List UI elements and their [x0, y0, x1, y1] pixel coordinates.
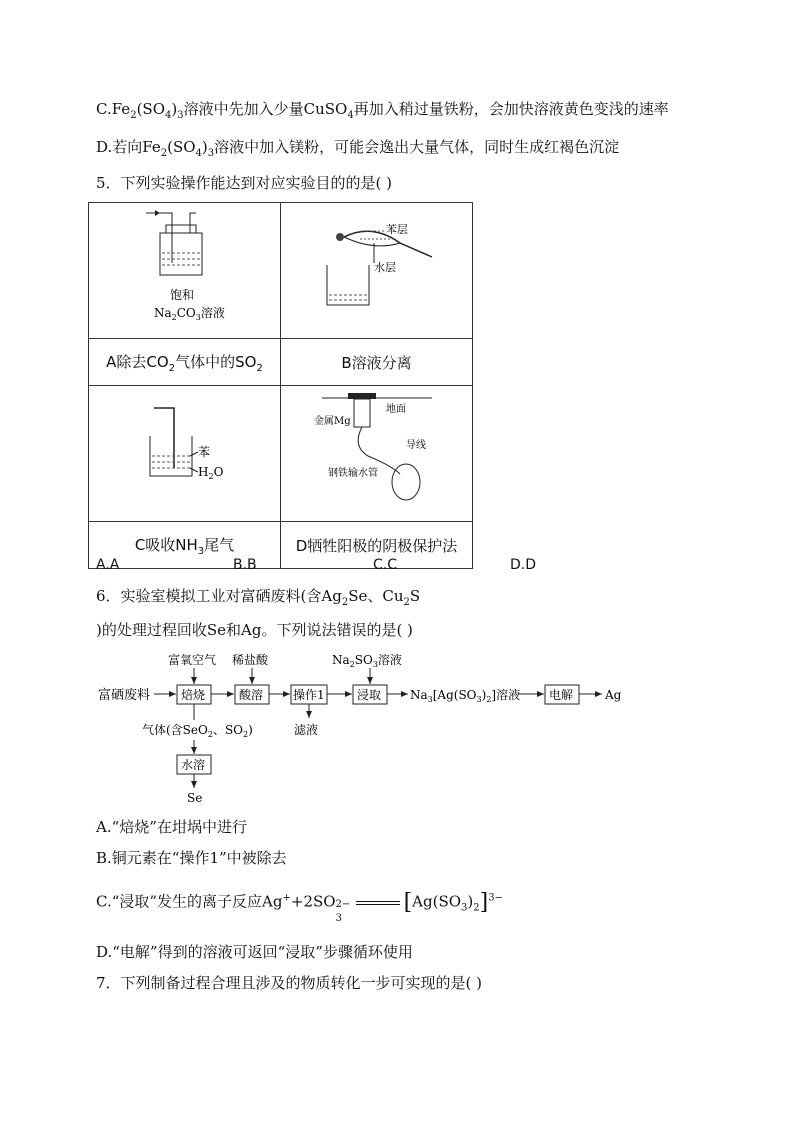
text: 2−: [335, 898, 351, 910]
bracket-left: [: [403, 890, 413, 915]
label-air: 富氧空气: [168, 653, 217, 667]
equals-sign: [356, 901, 400, 905]
leader-line: [190, 468, 198, 472]
leader-line: [190, 452, 198, 456]
label-gas: 气体(含SeO$_2$、$SO_2$): [142, 723, 253, 739]
label-h2o: $H_2O$: [198, 465, 224, 481]
image-a-cell: [89, 203, 281, 339]
text: 4: [195, 148, 202, 159]
text: 气体中的SO: [175, 352, 257, 371]
label-leach: 浸取: [357, 688, 382, 702]
question-6-stem-line2: )的处理过程回收Se和Ag。下列说法错误的是( ): [96, 621, 413, 639]
question-6-stem-line1: [96, 585, 420, 608]
caption-b: B溶液分离: [281, 339, 473, 386]
tube: [154, 408, 174, 468]
text: 再加入稍过量铁粉，会加快溶液黄色变浅的速率: [353, 100, 669, 118]
image-b-cell: [281, 203, 473, 339]
text: A除去CO: [106, 352, 169, 371]
label-benzene: 苯: [198, 445, 211, 459]
stopper: [336, 233, 344, 241]
text: ): [201, 138, 208, 156]
text: Ag(SO: [412, 892, 462, 911]
text: C吸收NH: [134, 535, 198, 554]
label-product: $Na_3[Ag(SO_3)_2]$溶液: [410, 688, 521, 704]
bottle: [160, 233, 202, 275]
option-c[interactable]: C.C: [373, 557, 398, 573]
option-d-line: [96, 136, 619, 159]
text: 4: [347, 110, 354, 121]
label-se: Se: [187, 791, 203, 805]
label-acid: 稀盐酸: [232, 653, 269, 667]
text: 溶液中加入镁粉，可能会逸出大量气体，同时生成红褐色沉淀: [214, 138, 620, 156]
caption-d: D牺牲阳极的阴极保护法: [281, 522, 473, 569]
text: (SO: [167, 138, 196, 156]
q6-option-d[interactable]: D.“电解”得到的溶液可返回“浸取”步骤循环使用: [96, 943, 413, 961]
option-c-line: [96, 98, 669, 121]
text: 4: [165, 110, 172, 121]
label-na2so3: $Na_2SO_3$溶液: [332, 653, 402, 669]
cap: [348, 393, 376, 399]
label-ground: 地面: [386, 404, 406, 415]
cathodic-protection-diagram: [282, 386, 471, 517]
option-b[interactable]: B.B: [233, 557, 257, 573]
text: 尾气: [204, 535, 235, 554]
image-d-cell: [281, 386, 473, 522]
option-d[interactable]: D.D: [510, 557, 537, 573]
label-dissolve: 酸溶: [239, 688, 264, 702]
text: S: [409, 587, 421, 605]
mg-block: [354, 399, 370, 427]
label-water-layer: 水层: [374, 261, 396, 274]
beaker: [150, 436, 192, 476]
text: C.Fe: [96, 100, 131, 118]
label-mg: 金属Mg: [314, 416, 351, 427]
question-7-stem: 7．下列制备过程合理且涉及的物质转化一步可实现的是( ): [96, 974, 483, 992]
question-5-stem: 5．下列实验操作能达到对应实验目的的是( ): [96, 174, 393, 192]
label-raw-material: 富硒废料: [98, 688, 151, 703]
wire: [358, 427, 400, 474]
text: 2: [256, 362, 263, 374]
text: 3−: [488, 892, 503, 904]
label-ag: Ag: [605, 688, 622, 702]
text: +: [282, 892, 291, 904]
label-op1: 操作1: [293, 688, 325, 702]
label-roast: 焙烧: [181, 688, 206, 702]
text: C.“浸取”发生的离子反应Ag: [96, 892, 283, 911]
label-filtrate: 滤液: [294, 723, 319, 737]
stopper: [166, 225, 196, 233]
text: +2SO: [290, 892, 336, 911]
question-5-table: [88, 202, 473, 569]
text: 3: [197, 545, 205, 557]
text: (SO: [136, 100, 165, 118]
text: 3: [207, 148, 215, 159]
text: 2: [341, 597, 349, 608]
text: 3: [335, 912, 342, 924]
caption-a: [89, 339, 281, 386]
text: 2: [168, 362, 176, 374]
q6-option-a[interactable]: A.“焙烧”在坩埚中进行: [96, 818, 247, 836]
text: 2: [130, 110, 137, 121]
label-pipe: 钢铁输水管: [328, 468, 378, 479]
image-c-cell: [89, 386, 281, 522]
process-flowchart: [90, 648, 650, 808]
option-a[interactable]: A.A: [96, 557, 120, 573]
text: 2: [473, 902, 480, 914]
text: 3: [177, 110, 184, 121]
gas-washing-bottle-diagram: [90, 203, 279, 334]
text: 3: [461, 902, 468, 914]
text: ): [171, 100, 178, 118]
separatory-funnel-diagram: [282, 203, 471, 334]
tubes: [160, 213, 196, 263]
label-na2co3: $Na_2CO_3$溶液: [154, 306, 225, 322]
text: ): [467, 892, 474, 911]
text: 2: [160, 148, 168, 159]
text: 6．实验室模拟工业对富硒废料(含Ag: [96, 587, 342, 605]
q6-option-c[interactable]: [96, 890, 503, 924]
text: 溶液中先加入少量CuSO: [183, 100, 348, 118]
label-wire: 导线: [406, 440, 426, 451]
label-benzene-layer: 苯层: [386, 223, 408, 236]
ammonia-absorption-diagram: [90, 386, 279, 517]
steel-pipe: [392, 464, 420, 500]
label-water-dissolve: 水溶: [181, 758, 206, 772]
text: Se、Cu: [348, 587, 404, 605]
text: D.若向Fe: [96, 138, 161, 156]
text: 2: [403, 597, 410, 608]
q6-option-b[interactable]: B.铜元素在“操作1”中被除去: [96, 849, 287, 867]
label-electrolysis: 电解: [549, 688, 574, 702]
beaker: [327, 265, 369, 305]
bracket-right: ]: [479, 890, 489, 915]
arrow-head: [155, 210, 160, 216]
label-saturated: 饱和: [170, 288, 195, 302]
